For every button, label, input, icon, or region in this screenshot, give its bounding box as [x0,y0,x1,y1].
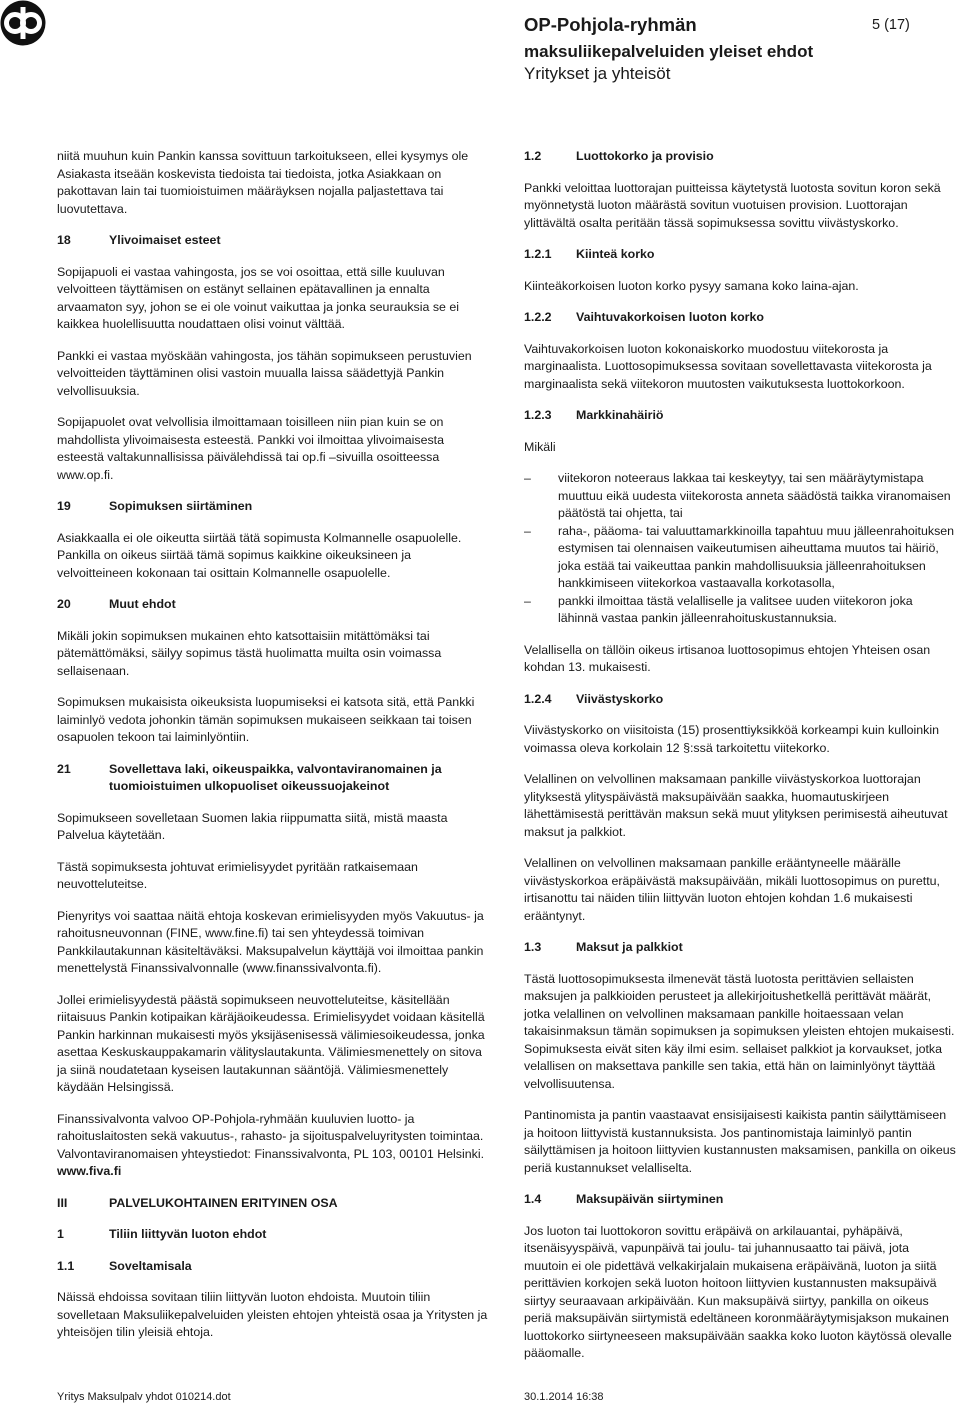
intro-paragraph: niitä muuhun kuin Pankin kanssa sovittuun tarkoitukseen, ellei kysymys ole Asiakasta itseään koskevista tiedoista tai tiedoista, jotka Asiakkaan on pakottavan lain tai tuomioistuimen määräyksen nojalla paljastettava tai luovutettava. [57,149,469,216]
paragraph: Sopijapuolet ovat velvollisia ilmoittamaan toisilleen niin pian kuin se on mahdollista ylivoimaisesta esteestä. Pankki voi ilmoittaa ylivoimaisesta esteestä valtakunnallisissa päivälehdissä tai op.fi –sivuilla osoitteessa www.op.fi. [57,415,445,482]
paragraph: Pankki veloittaa luottorajan puitteissa käytetystä luotosta sovitun koron sekä myönnetystä luoton määrästä sovitun vuotuisen provision. Luottorajan ylittävältä osalta peritään tässä sopimuksessa sovittu viivästyskorko. [524,180,941,230]
section-1-2-1-heading: 1.2.1 Kiinteä korko [524,247,655,261]
paragraph: Sopijapuoli ei vastaa vahingosta, jos se voi osoittaa, että sille kuuluvan velvoitteen täyttämisen on estänyt sellainen epätavallinen ja ennalta arvaamaton syy, johon se ei ole voinut vaikuttaa ja jonka seurauksia se ei kaikkea huolellisuutta noudattaen olisi voinut välttää. [57,264,460,331]
section-19-heading: 19 Sopimuksen siirtäminen [57,499,253,513]
paragraph: Tästä sopimuksesta johtuvat erimielisyydet pyritään ratkaisemaan neuvotteluteitse. [57,859,418,891]
footer-filename: Yritys Maksulpalv yhdot 010214.dot [57,1391,231,1403]
header-subtitle: maksuliikepalveluiden yleiset ehdot [524,42,814,61]
paragraph: Kiinteäkorkoisen luoton korko pysyy samana koko laina-ajan. [524,278,859,293]
header-title: OP-Pohjola-ryhmän [524,14,697,35]
paragraph: Velallinen on velvollinen maksamaan pankille viivästyskorkoa luottorajan ylityksestä ylityspäivästä maksupäivään saakka, huomautuskirjeen lähettämisestä perittävän maksun sekä muut ylityksen perimisestä aiheutuvat maksut ja palkkiot. [524,772,948,839]
paragraph: Finanssivalvonta valvoo OP-Pohjola-ryhmään kuuluvien luotto- ja rahoituslaitosten sekä vakuutus-, rahasto- ja sijoituspalveluyritysten toimintaa. Valvontaviranomaisen yhteystiedot: Finanssivalvonta, PL 103, 00101 Helsinki. www.fiva.fi [57,1111,485,1178]
right-column [524,148,956,1377]
section-21-heading: 21 Sovellettava laki, oikeuspaikka, valvontaviranomainen ja tuomioistuimen ulkopuoliset oikeussuojakeinot [57,761,442,793]
op-logo-icon [0,0,46,46]
paragraph: Viivästyskorko on viisitoista (15) prosenttiyksikköä korkeampi kuin kulloinkin voimassa oleva korkolain 12 §:ssä tarkoitettu viitekorko. [524,723,940,755]
paragraph: Sopimukseen sovelletaan Suomen lakia riippumatta siitä, mistä maasta Palvelua käytetään. [57,810,448,842]
section-1-2-4-heading: 1.2.4 Viivästyskorko [524,691,664,706]
paragraph: Velallinen on velvollinen maksamaan pankille erääntyneelle määrälle viivästyskorkoa eräpäivästä maksupäivään, mikäli luottosopimus on purettu, irtisanottu tai näiden tiliin liittyvän luoton ehtojen kohdan 1.6 mukaisesti erääntynyt. [524,856,940,923]
fiva-link[interactable]: www.fiva.fi [57,1164,122,1178]
page-number: 5 (17) [872,17,910,33]
paragraph: Mikäli [524,439,556,454]
section-1-heading: 1 Tiliin liittyvän luoton ehdot [57,1227,267,1241]
section-18-heading: 18 Ylivoimaiset esteet [57,233,221,247]
section-20-heading: 20 Muut ehdot [57,597,176,611]
paragraph: Mikäli jokin sopimuksen mukainen ehto katsottaisiin mitättömäksi tai pätemättömäksi, säilyy sopimus tästä huolimatta muilta osin voimassa sellaisenaan. [57,628,442,678]
paragraph: Näissä ehdoissa sovitaan tiliin liittyvän luoton ehdoista. Muutoin tiliin sovelletaan Maksuliikepalveluiden yleisten ehtojen yhteistä osaa ja Yritysten ja yhteisöjen tilin yleisiä ehtoja. [57,1290,488,1339]
list-item: – raha-, pääoma- tai valuuttamarkkinoilla tapahtuu muu jälleenrahoituksen estymisen tai olennaisen vaikeutumisen aiheuttama muutos tai häiriö, joka estää tai vaikeuttaa pankin mahdollisuuksia jälleenrahoituksen hankkimiseen viitekorkoa vastaavalla korkotasolla, [524,523,956,593]
header-subtitle-secondary: Yritykset ja yhteisöt [524,64,671,83]
list-item: – pankki ilmoittaa tästä velalliselle ja valitsee uuden viitekoron joka lähinnä vastaa pankin jälleenrahoituskustannuksia. [524,593,956,628]
section-1-2-3-heading: 1.2.3 Markkinahäiriö [524,408,664,422]
condition-list [524,470,956,628]
footer-date: 30.1.2014 16:38 [524,1391,604,1403]
section-1-4-heading: 1.4 Maksupäivän siirtyminen [524,1192,724,1206]
paragraph: Sopimuksen mukaisista oikeuksista luopumiseksi ei katsota sitä, että Pankki laiminlyö vedota johonkin tämän sopimuksen mukaiseen seikkaan tai toisen osapuolen tekoon tai laiminlyöntiin. [57,695,475,744]
part-iii-heading: III PALVELUKOHTAINEN ERITYINEN OSA [57,1195,338,1210]
paragraph: Tästä luottosopimuksesta ilmenevät tästä luotosta perittävien sellaisten maksujen ja palkkioiden perusteet ja allekirjoitushetkellä perittävät määrät, jotka velallinen on velvollinen maksamaan pankille hoitaessaan velan takaisinmaksun tämän sopimuksen ja sopimuksen yleisten ehtojen mukaisesti. Sopimuksesta eivät siten käy ilmi esim. sellaiset palkkiot ja korvaukset, jotka velallisen on maksettava pankille sen takia, että hän on laiminlyönyt täyttää velvollisuutensa. [524,971,955,1091]
section-1-1-heading: 1.1 Soveltamisala [57,1258,192,1273]
paragraph: Asiakkaalla ei ole oikeutta siirtää tätä sopimusta Kolmannelle osapuolelle. Pankilla on oikeus siirtää tämä sopimus kaikkine oikeuksineen ja velvoitteineen kokonaan tai osittain Kolmannelle osapuolelle. [57,530,462,580]
paragraph: Pankki ei vastaa myöskään vahingosta, jos tähän sopimukseen perustuvien velvoitteiden täyttäminen olisi vastoin muualla laissa säädettyjä Pankin velvollisuuksia. [57,348,472,398]
paragraph: Jollei erimielisyydestä päästä sopimukseen neuvotteluteitse, käsitellään riitaisuus Pankin kotipaikan käräjäoikeudessa. Erimielisyydet voidaan käsitellä Pankin harkinnan mukaisesti myös yksijäsenisessä välimiesoikeudessa, jonka asettaa Keskuskauppakamarin välityslautakunta. Välimiesmenettely on sitova ja siinä noudatetaan kyseisen lautakunnan sääntöjä. Välimiesmenettely käydään Helsingissä. [57,992,485,1094]
list-item: – viitekoron noteeraus lakkaa tai keskeytyy, tai sen määräytymistapa muuttuu eikä uudesta viitekorosta anneta säädöstä taikka viranomaisen päätöstä tai ohjetta, tai [524,470,956,523]
section-1-2-2-heading: 1.2.2 Vaihtuvakorkoisen luoton korko [524,310,764,324]
paragraph: Pantinomista ja pantin vaastaavat ensisijaisesti kaikista pantin säilyttämiseen ja hoitoon liittyvistä kustannuksista. Jos pantinomistaja laiminlyö pantin säilyttämisen ja hoitoon liittyvien kustannusten maksamisen, pankilla on oikeus periä kustannukset velalliselta. [524,1108,956,1175]
paragraph: Pienyritys voi saattaa näitä ehtoja koskevan erimielisyyden myös Vakuutus- ja rahoitusneuvonnan (FINE, www.fine.fi) tai sen yhteydessä toimivan Pankkilautakunnan käsiteltäväksi. Maksupalvelun käyttäjä voi ilmoittaa pankin menettelystä Finanssivalvonnalle (www.finanssivalvonta.fi). [57,908,484,975]
left-column [57,148,489,1356]
section-1-2-heading: 1.2 Luottokorko ja provisio [524,149,714,163]
paragraph: Jos luoton tai luottokoron sovittu eräpäivä on arkilauantai, pyhäpäivä, itsenäisyyspäivä, vapunpäivä tai joulu- tai juhannusaatto tai päivä, jota muutoin ei ole pidettävä velkakirjalain mukaisena eräpäivänä, luoton ja siitä perittävien korkojen sekä luoton hoitoon liittyvien kustannusten maksupäivä siirtyy seuraavaan arkipäivään. Kun maksupäivä siirtyy, pankilla on oikeus periä maksupäivän siirtymistä edeltäneen koronmääräytymisjakson mukainen luottokorko siirtyneeseen maksupäivään saakka koko luoton käytössä olevalle pääomalle. [524,1223,952,1360]
section-1-3-heading: 1.3 Maksut ja palkkiot [524,940,683,954]
paragraph: Vaihtuvakorkoisen luoton kokonaiskorko muodostuu viitekorosta ja marginaalista. Luottosopimuksessa sovitaan sovellettavasta viitekorosta ja marginaalista sekä viitekoron muutosten vaikutuksesta luottokorkoon. [524,341,932,391]
paragraph: Velallisella on tällöin oikeus irtisanoa luottosopimus ehtojen Yhteisen osan kohdan 13. mukaisesti. [524,642,931,674]
